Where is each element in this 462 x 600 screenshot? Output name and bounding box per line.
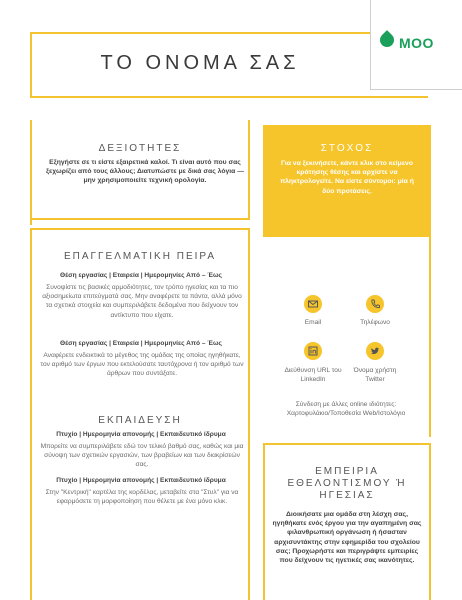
education-item-header: Πτυχίο | Ημερομηνία απονομής | Εκπαιδευτικό ίδρυμα (56, 431, 226, 438)
divider (30, 228, 250, 230)
divider (429, 237, 431, 437)
volunteer-text: Διοικήσατε μια ομάδα στη λέσχη σας, ηγηθήκατε ενός έργου για την αγαπημένη σας φιλανθρωπική οργάνωση ή ήσασταν αρχισυντάκτης στην εφημερίδα του σχολείου σας; Προχωρήστε και περιγράψτε εμπειρίες που δείχνουν τις ηγετικές σας ικανότητες. (272, 511, 422, 565)
skills-heading: ΔΕΞΙΟΤΗΤΕΣ (98, 143, 182, 154)
objective-text: Για να ξεκινήσετε, κάντε κλικ στο κείμενο κράτησης θέσης και αρχίστε να πληκτρολογείτε. Να είστε σύντομοι: μία ή δύο προτάσεις. (280, 160, 414, 195)
online-properties-text: Σύνδεση με άλλες online ιδιότητες: Χαρτοφυλάκιο/Τοποθεσία Web/Ιστολόγιο (286, 401, 406, 417)
objective-block (263, 125, 431, 237)
skills-text: Εξηγήστε σε τι είστε εξαιρετικά καλοί. Τι είναι αυτό που σας ξεχωρίζει από τους άλλους; Διατυπώστε με δικά σας λόγια — μην χρησιμοποιείτε τεχνική ορολογία. (45, 159, 245, 185)
divider (30, 228, 32, 600)
experience-item-text: Συνοψίστε τις βασικές αρμοδιότητες, τον τρόπο ηγεσίας και τα πιο αξιοσημείωτα επιτεύγματά σας. Μην αναφέρετε τα πάντα, αλλά μόνο τα σχετικά στοιχεία και συμπεριλάβετε δεδομένα που δείχνουν τον αντίκτυπο που είχατε. (42, 284, 242, 319)
divider (30, 120, 32, 225)
divider (248, 120, 250, 220)
experience-item-text: Αναφέρετε ενδεικτικά το μέγεθος της ομάδας της οποίας ηγηθήκατε, τον αριθμό των έργων που εκτελούσατε ταυτόχρονα ή τον αριθμό των άρθρων που συντάξατε. (40, 352, 244, 378)
volunteer-heading: ΕΜΠΕΙΡΙΑ ΕΘΕΛΟΝΤΙΣΜΟΥ Ή ΗΓΕΣΙΑΣ (287, 466, 407, 501)
education-item-text: Μπορείτε να συμπεριλάβετε εδώ τον τελικό βαθμό σας, καθώς και μια σύνοψη των σχετικών εργασιών, των βραβείων και των διακρίσεών σας. (40, 443, 244, 469)
education-item-text: Στην "Κεντρική" καρτέλα της κορδέλας, μεταβείτε στα "Στυλ" για να εφαρμόσετε τη μορφοποίηση που θέλετε με ένα μόνο κλικ. (45, 489, 239, 506)
twitter-icon (366, 342, 384, 360)
divider (263, 443, 265, 600)
divider (429, 443, 431, 600)
page-title: ΤΟ ΟΝΟΜΑ ΣΑΣ (100, 52, 300, 74)
divider (248, 228, 250, 600)
experience-item-header: Θέση εργασίας | Εταιρεία | Ημερομηνίες Από – Έως (60, 340, 222, 347)
phone-icon (366, 295, 384, 313)
linkedin-icon (304, 342, 322, 360)
experience-item-header: Θέση εργασίας | Εταιρεία | Ημερομηνίες Από – Έως (60, 272, 222, 279)
twitter-label: Όνομα χρήστη Twitter (353, 367, 397, 383)
email-icon (304, 295, 322, 313)
education-item-header: Πτυχίο | Ημερομηνία απονομής | Εκπαιδευτικό ίδρυμα (56, 477, 226, 484)
phone-label: Τηλέφωνο (360, 319, 390, 326)
linkedin-label: Διεύθυνση URL του LinkedIn (284, 367, 342, 383)
education-heading: ΕΚΠΑΙΔΕΥΣΗ (98, 415, 182, 426)
divider (30, 218, 250, 220)
objective-heading: ΣΤΟΧΟΣ (320, 143, 374, 154)
logo-text: MOO (399, 35, 434, 51)
divider (263, 443, 431, 445)
experience-heading: ΕΠΑΓΓΕΛΜΑΤΙΚΗ ΠΕΙΡΑ (63, 251, 216, 262)
email-label: Email (304, 319, 322, 326)
